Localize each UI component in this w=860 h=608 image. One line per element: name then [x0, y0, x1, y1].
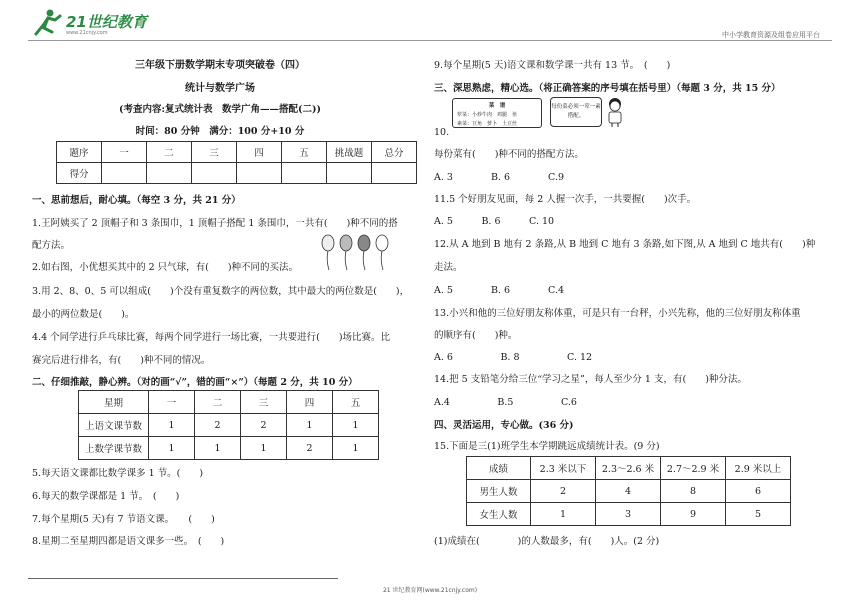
- footer-divider: [28, 578, 338, 579]
- question-12-options: A. 5 B. 6 C.4: [434, 285, 565, 296]
- question-14: 14.把 5 支铅笔分给三位“学习之星”，每人至少分 1 支，有( )种分法。: [434, 374, 747, 385]
- menu-card: [452, 98, 542, 128]
- paper-subtitle: 统计与数学广场: [185, 83, 255, 94]
- balloons-icon: [320, 234, 400, 272]
- table-header-cell: 2.9 米以上: [726, 457, 791, 480]
- question-2: 2.如右图，小优想买其中的 2 只气球，有( )种不同的买法。: [32, 262, 299, 273]
- table-header-cell: 成绩: [467, 457, 531, 480]
- menu-veg-line: 素菜：豆角 萝卜 土豆丝: [457, 121, 518, 127]
- jump-score-table: [466, 456, 791, 526]
- table-row: [467, 480, 791, 503]
- score-cell: 总分: [372, 142, 417, 163]
- question-13-line1: 13.小兴和他的三位好朋友称体重，可是只有一台秤，小兴先称，他的三位好朋友称体重: [434, 308, 801, 319]
- table-cell: 2: [287, 437, 333, 460]
- menu-meat-line: 荤菜：小炒牛肉 鸡腿 鱼: [457, 112, 518, 118]
- table-header-cell: 2.3 米以下: [531, 457, 596, 480]
- site-logo: [30, 8, 147, 38]
- table-cell: 1: [287, 414, 333, 437]
- score-input-cell[interactable]: [237, 163, 282, 184]
- score-table-score-row: [57, 163, 417, 184]
- score-input-cell[interactable]: [192, 163, 237, 184]
- table-cell: 1: [149, 414, 195, 437]
- speech-bubble: 每份菜必须一荤一素搭配。: [550, 97, 602, 127]
- table-header-cell: 三: [241, 391, 287, 414]
- table-cell: 8: [661, 480, 726, 503]
- question-14-options: A.4 B.5 C.6: [434, 397, 577, 408]
- table-header-cell: 2.3～2.6 米: [596, 457, 661, 480]
- question-8: 8.星期二至星期四都是语文课多一些。 ( ): [32, 536, 225, 547]
- question-12-line1: 12.从 A 地到 B 地有 2 条路,从 B 地到 C 地有 3 条路,如下图,从 A 地到 C 地共有( )种: [434, 239, 816, 250]
- score-cell: 一: [102, 142, 147, 163]
- score-cell: 题序: [57, 142, 102, 163]
- question-11: 11.5 个好朋友见面，每 2 人握一次手，一共要握( )次手。: [434, 194, 697, 205]
- table-header-cell: 2.7～2.9 米: [661, 457, 726, 480]
- question-11-options: A. 5 B. 6 C. 10: [434, 216, 555, 227]
- paper-title: 三年级下册数学期末专项突破卷（四）: [135, 60, 305, 71]
- score-table: [56, 141, 417, 184]
- table-header-cell: 二: [195, 391, 241, 414]
- table-cell: 6: [726, 480, 791, 503]
- runner-logo-icon: [30, 8, 64, 36]
- section4-heading: 四、灵活运用，专心做。(36 分): [434, 420, 574, 431]
- table-header-cell: 五: [333, 391, 379, 414]
- table-cell: 1: [333, 414, 379, 437]
- score-table-header-row: [57, 142, 417, 163]
- question-3-line2: 最小的两位数是( )。: [32, 309, 135, 320]
- table-header-cell: 一: [149, 391, 195, 414]
- table-cell: 9: [661, 503, 726, 526]
- paper-scope: (考查内容:复式统计表 数学广角——搭配(二)): [119, 104, 321, 115]
- question-1-line2: 配方法。: [32, 240, 71, 251]
- header-divider: [28, 40, 832, 41]
- platform-label: 中小学教育资源及组卷应用平台: [722, 31, 820, 39]
- table-header-cell: 星期: [79, 391, 149, 414]
- score-input-cell[interactable]: [102, 163, 147, 184]
- score-cell: 二: [147, 142, 192, 163]
- question-3-line1: 3.用 2、8、0、5 可以组成( )个没有重复数字的两位数，其中最大的两位数是( )，: [32, 286, 410, 297]
- table-cell: 3: [596, 503, 661, 526]
- question-4-line2: 赛完后进行排名，有( )种不同的情况。: [32, 355, 211, 366]
- score-input-cell[interactable]: [147, 163, 192, 184]
- question-9: 9.每个星期(5 天)语文课和数学课一共有 13 节。 ( ): [434, 60, 671, 71]
- footer-text: 21 世纪教育网(www.21cnjy.com): [382, 587, 478, 594]
- score-cell: 五: [282, 142, 327, 163]
- table-row: [467, 503, 791, 526]
- table-cell: 1: [531, 503, 596, 526]
- question-13-options: A. 6 B. 8 C. 12: [434, 352, 593, 363]
- table-row: [79, 391, 379, 414]
- table-row: [467, 457, 791, 480]
- question-10-options: A. 3 B. 6 C.9: [434, 172, 565, 183]
- score-cell: 挑战题: [327, 142, 372, 163]
- table-cell: 2: [241, 414, 287, 437]
- question-15-part1: (1)成绩在( )的人数最多，有( )人。(2 分): [434, 536, 660, 547]
- menu-title: 菜 谱: [488, 103, 506, 109]
- score-input-cell[interactable]: [372, 163, 417, 184]
- table-cell: 1: [241, 437, 287, 460]
- question-5: 5.每天语文课都比数学课多 1 节。( ): [32, 468, 204, 479]
- section2-heading: 二、仔细推敲，静心辨。（对的画“√”，错的画“×”）（每题 2 分，共 10 分）: [32, 377, 358, 388]
- score-cell: 三: [192, 142, 237, 163]
- logo-subtext: www.21cnjy.com: [66, 30, 108, 36]
- table-cell: 男生人数: [467, 480, 531, 503]
- score-cell: 得分: [57, 163, 102, 184]
- logo-text: 21世纪教育: [66, 13, 147, 31]
- section3-heading: 三、深思熟虑，精心选。（将正确答案的序号填在括号里）（每题 3 分，共 15 分）: [434, 83, 781, 94]
- table-cell: 上语文课节数: [79, 414, 149, 437]
- question-12-line2: 走法。: [434, 262, 463, 273]
- table-cell: 上数学课节数: [79, 437, 149, 460]
- class-schedule-table: [78, 390, 379, 460]
- table-row: [79, 414, 379, 437]
- score-input-cell[interactable]: [282, 163, 327, 184]
- question-15: 15.下面是三(1)班学生本学期跳远成绩统计表。(9 分): [434, 441, 660, 452]
- section1-heading: 一、思前想后，耐心填。（每空 3 分，共 21 分）: [32, 195, 241, 206]
- table-cell: 1: [333, 437, 379, 460]
- table-cell: 女生人数: [467, 503, 531, 526]
- table-header-cell: 四: [287, 391, 333, 414]
- table-cell: 2: [531, 480, 596, 503]
- table-cell: 5: [726, 503, 791, 526]
- table-cell: 4: [596, 480, 661, 503]
- paper-time: 时间：80 分钟 满分：100 分+10 分: [135, 126, 305, 137]
- question-10-number: 10.: [434, 127, 450, 138]
- question-1-line1: 1.王阿姨买了 2 顶帽子和 3 条围巾，1 顶帽子搭配 1 条围巾，一共有( )种不同的搭: [32, 218, 398, 229]
- question-4-line1: 4.4 个同学进行乒乓球比赛，每两个同学进行一场比赛，一共要进行( )场比赛。比: [32, 332, 391, 343]
- table-cell: 1: [149, 437, 195, 460]
- score-cell: 四: [237, 142, 282, 163]
- question-13-line2: 的顺序有( )种。: [434, 330, 518, 341]
- student-figure-icon: [603, 96, 627, 128]
- table-row: [79, 437, 379, 460]
- question-6: 6.每天的数学课都是 1 节。 ( ): [32, 491, 180, 502]
- score-input-cell[interactable]: [327, 163, 372, 184]
- table-cell: 1: [195, 437, 241, 460]
- table-cell: 2: [195, 414, 241, 437]
- question-10: 每份菜有( )种不同的搭配方法。: [434, 149, 584, 160]
- question-7: 7.每个星期(5 天)有 7 节语文课。 ( ): [32, 514, 215, 525]
